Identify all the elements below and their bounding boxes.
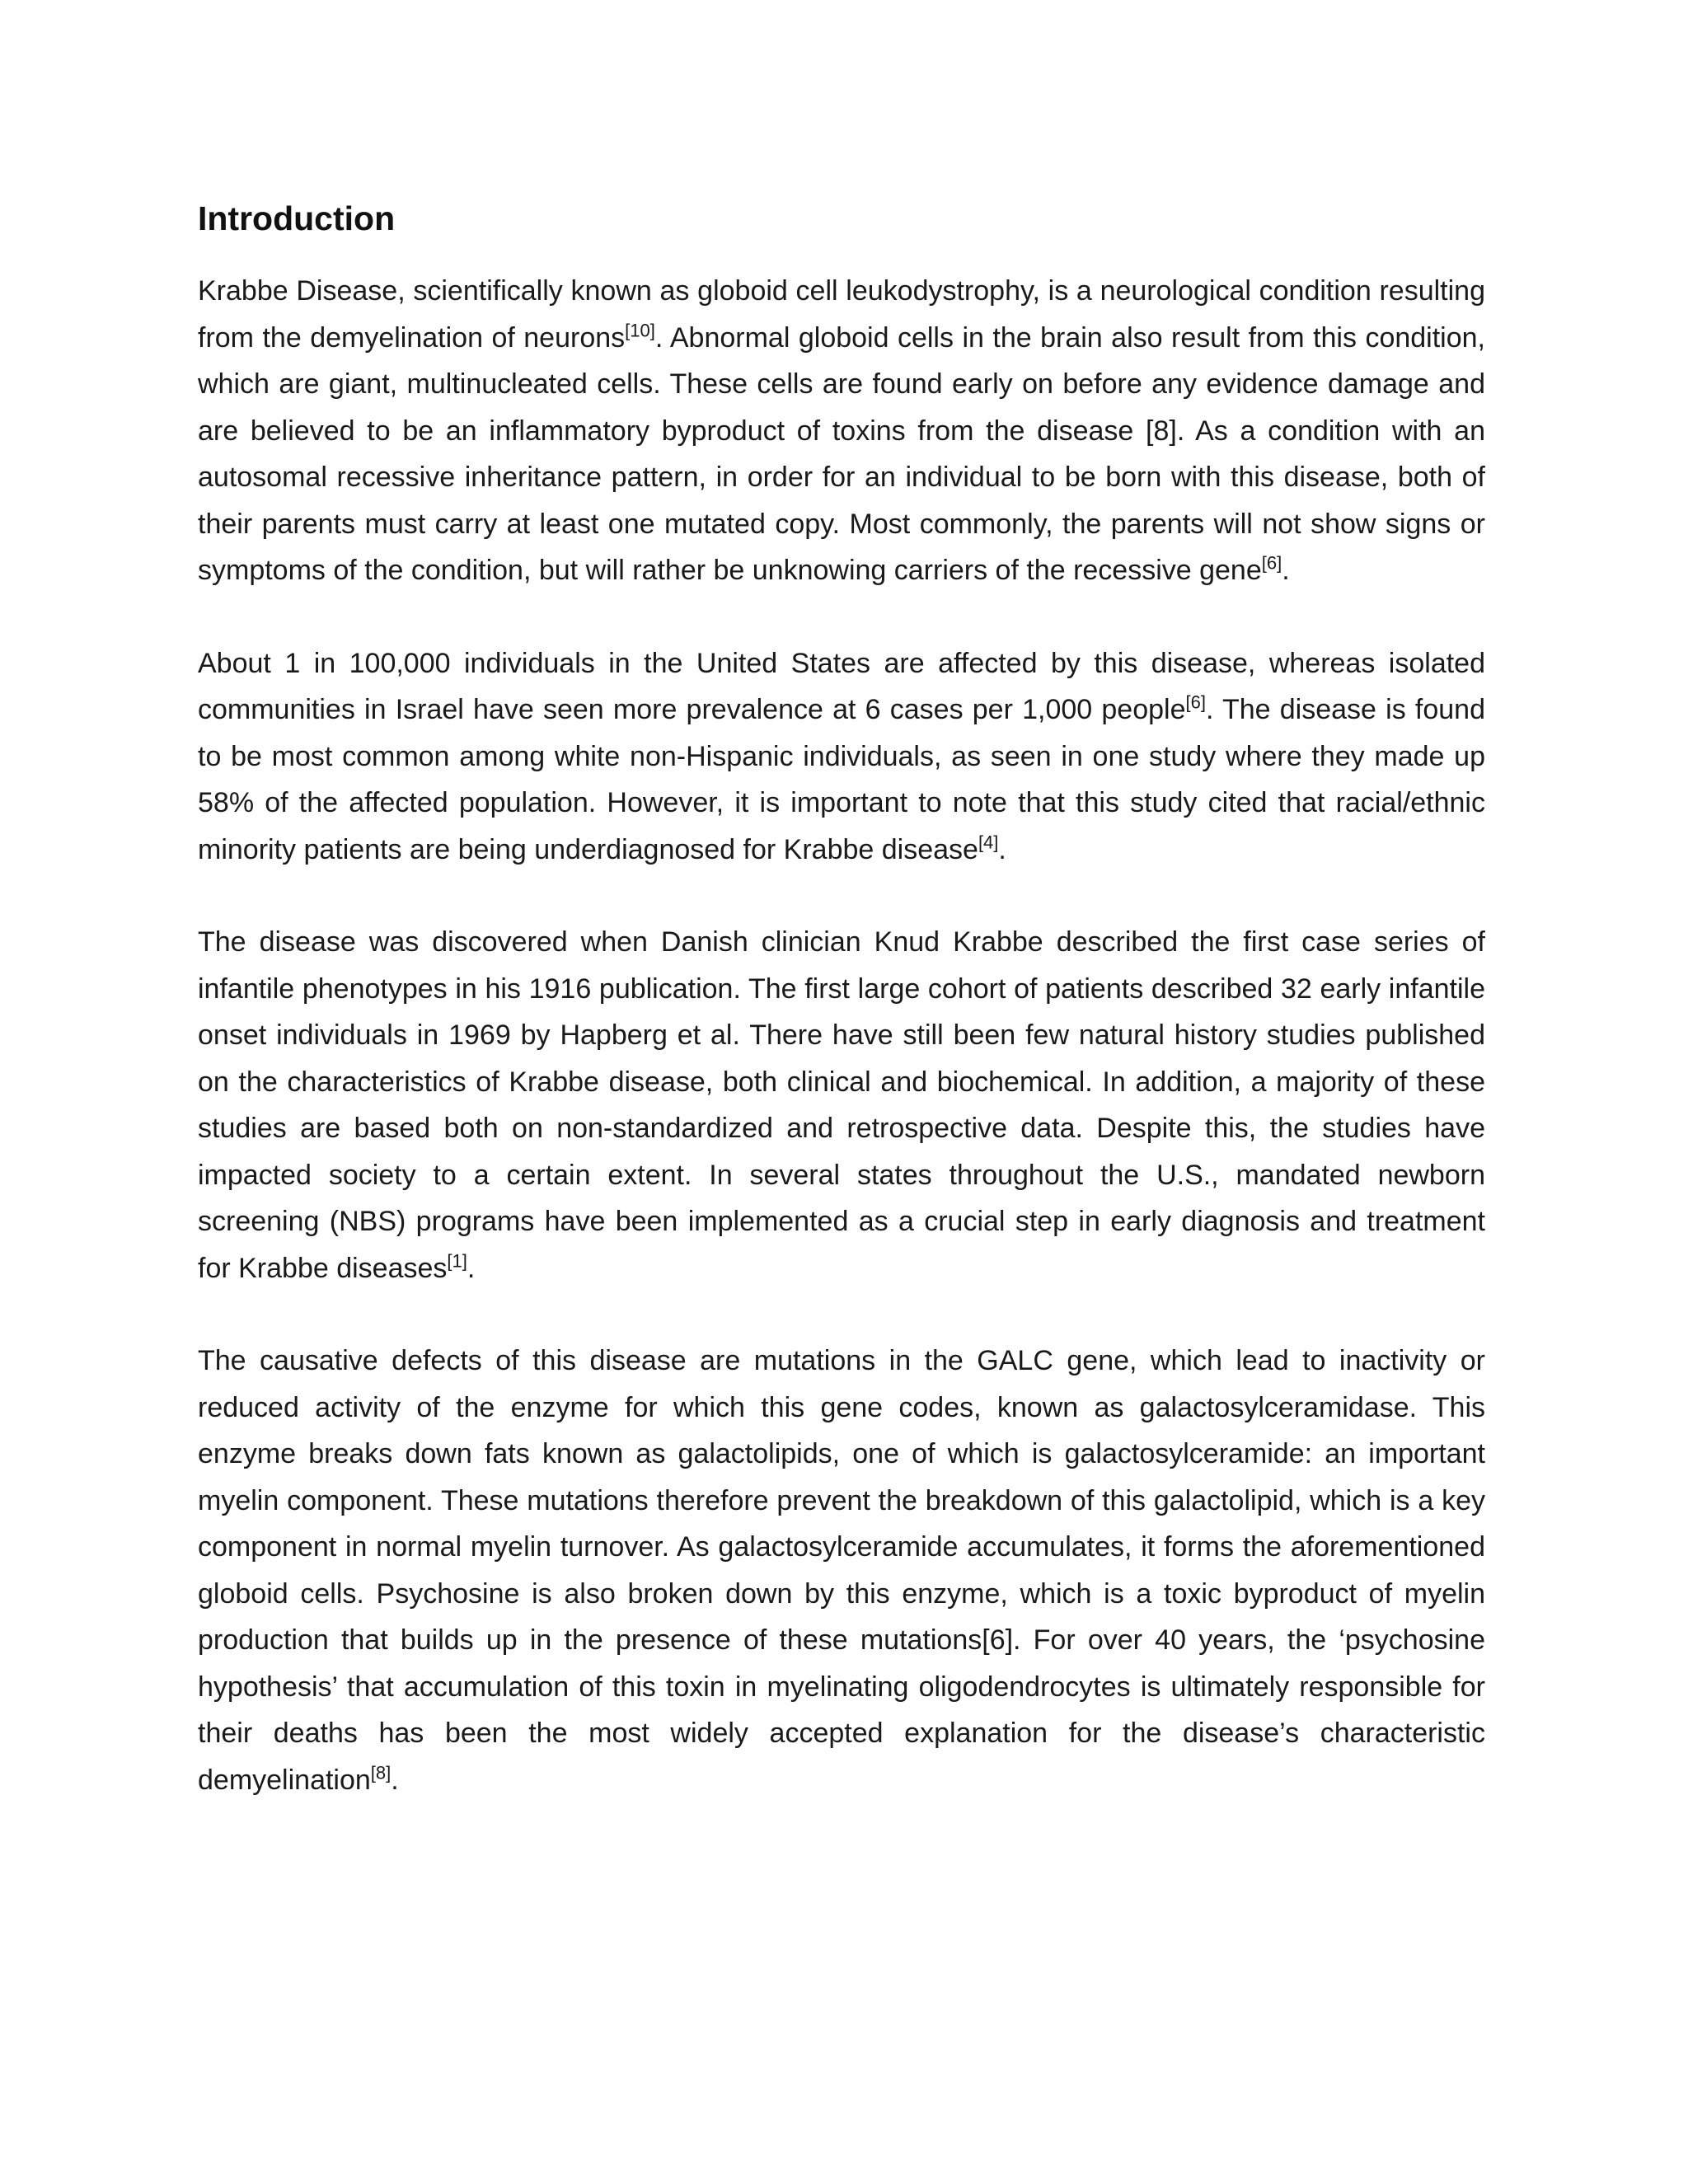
citation-marker: [1] [447, 1250, 467, 1272]
paragraph-text: . [467, 1252, 476, 1284]
paragraph-text: . The disease is found to be most common among white non-Hispanic individuals, as seen in one study where they made up 58% of the affected population. However, it is important to note that this study cited that racial/ethnic minority patients are being underdiagnosed for Krabbe disease [198, 694, 1485, 865]
citation-marker: [10] [625, 320, 655, 341]
paragraph-text: Krabbe Disease, scientifically known as globoid cell leukodystrophy, is a neurological condition resulting from the demyelination of neurons [198, 275, 1485, 354]
paragraph-text: . [1282, 555, 1290, 586]
paragraph-text: . Abnormal globoid cells in the brain also result from this condition, which are giant, multinucleated cells. These cells are found early on before any evidence damage and are believed to be an inflammatory byproduct of toxins from the disease [8]. As a condition with an autosomal recessive inheritance pattern, in order for an individual to be born with this disease, both of their parents must carry at least one mutated copy. Most commonly, the parents will not show signs or symptoms of the condition, but will rather be unknowing carriers of the recessive gene [198, 321, 1485, 586]
citation-marker: [8] [370, 1762, 392, 1783]
paragraph-4 [198, 1338, 1485, 1803]
paragraph-3 [198, 919, 1485, 1291]
paragraph-text: The causative defects of this disease are mutations in the GALC gene, which lead to inactivity or reduced activity of the enzyme for which this gene codes, known as galactosylceramidase. This enzyme breaks down fats known as galactolipids, one of which is galactosylceramide: an important myelin component. These mutations therefore prevent the breakdown of this galactolipid, which is a key component in normal myelin turnover. As galactosylceramide accumulates, it forms the aforementioned globoid cells. Psychosine is also broken down by this enzyme, which is a toxic byproduct of myelin production that builds up in the presence of these mutations[6]. For over 40 years, the ‘psychosine hypothesis’ that accumulation of this toxin in myelinating oligodendrocytes is ultimately responsible for their deaths has been the most widely accepted explanation for the disease’s characteristic demyelination [198, 1345, 1485, 1796]
paragraph-text: The disease was discovered when Danish clinician Knud Krabbe described the first case series of infantile phenotypes in his 1916 publication. The first large cohort of patients described 32 early infantile onset individuals in 1969 by Hapberg et al. There have still been few natural history studies published on the characteristics of Krabbe disease, both clinical and biochemical. In addition, a majority of these studies are based both on non-standardized and retrospective data. Despite this, the studies have impacted society to a certain extent. In several states throughout the U.S., mandated newborn screening (NBS) programs have been implemented as a crucial step in early diagnosis and treatment for Krabbe diseases [198, 926, 1485, 1284]
paragraph-1 [198, 268, 1485, 594]
citation-marker: [6] [1261, 552, 1282, 574]
paragraph-text: . [998, 833, 1006, 865]
paragraph-2 [198, 640, 1485, 874]
citation-marker: [6] [1185, 691, 1206, 713]
paragraph-text: About 1 in 100,000 individuals in the United States are affected by this disease, whereas isolated communities in Israel have seen more prevalence at 6 cases per 1,000 people [198, 647, 1485, 725]
paragraph-text: . [391, 1764, 399, 1796]
document-page [198, 194, 1485, 1849]
citation-marker: [4] [978, 832, 999, 853]
section-heading: Introduction [198, 199, 396, 237]
